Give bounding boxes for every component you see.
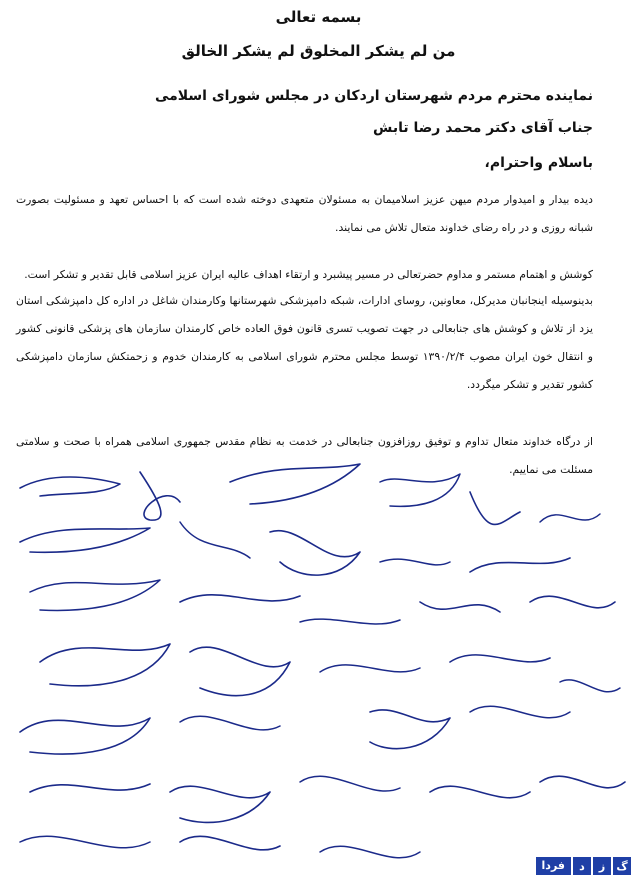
greeting: باسلام واحترام،	[484, 155, 593, 171]
recipient-title: نماینده محترم مردم شهرستان اردکان در مجلس شورای اسلامی	[154, 88, 593, 104]
signature-25	[470, 706, 570, 718]
signature-29	[430, 786, 530, 798]
body-paragraph-3: بدینوسیله اینجانبان مدیرکل، معاونین، روسای ادارات، شبکه دامپزشکی شهرستانها وکارمندان شاغل در اداره کل دامپزشکی استان یزد از تلاش و کوشش های جنابعالی در جهت تصویب تسری قانون فوق العاده خاص کارمندان سازمان های پزشکی قانونی کشور و انتقال خون ایران مصوب ۱۳۹۰/۲/۴ توسط مجلس محترم شورای اسلامی به کارمندان خدوم و زحمتکش سازمان دامپزشکی کشور تقدیر و تشکر میگردد.	[16, 294, 593, 391]
signature-1	[20, 477, 120, 496]
body-paragraph-1: دیده بیدار و امیدوار مردم میهن عزیز اسلامیمان به مسئولان متعهدی دوخته شده است که با احساس تعهد و مسئولیت بصورت شبانه روزی و در راه رضای خداوند متعال تلاش می نمایند.	[16, 193, 593, 234]
signature-15	[420, 602, 500, 612]
signature-33	[320, 846, 420, 858]
signature-2	[140, 472, 180, 520]
watermark-word: فردا	[536, 857, 571, 875]
signatures-area	[0, 462, 637, 880]
signature-20	[450, 655, 550, 662]
signature-27	[170, 786, 270, 822]
body-paragraph-4: از درگاه خداوند متعال تداوم و توفیق روزافزون جنابعالی در خدمت به نظام مقدس جمهوری اسلامی همراه با صحت و سلامتی مسئلت می نماییم.	[16, 435, 593, 476]
signature-13	[180, 595, 300, 602]
signature-30	[540, 776, 625, 788]
signature-12	[30, 580, 160, 610]
signature-17	[40, 644, 170, 686]
signature-8	[180, 522, 250, 558]
watermark-letter-3: د	[573, 857, 591, 875]
watermark-logo	[536, 856, 631, 876]
signature-21	[560, 680, 620, 692]
signature-32	[180, 836, 280, 850]
signature-10	[380, 559, 450, 565]
signature-4	[380, 474, 460, 506]
signature-9	[270, 531, 360, 575]
watermark-letter-2: ز	[593, 857, 611, 875]
hadith-heading: من لم یشکر المخلوق لم یشکر الخالق	[181, 42, 456, 60]
body-paragraph-2: کوشش و اهتمام مستمر و مداوم حضرتعالی در مسیر پیشبرد و ارتقاء اهداف عالیه ایران عزیز اسلامی قابل تقدیر و تشکر است.	[24, 268, 593, 281]
signature-26	[30, 784, 150, 792]
signature-5	[470, 492, 520, 525]
recipient-name: جناب آقای دکتر محمد رضا تابش	[373, 120, 593, 136]
signature-31	[20, 836, 150, 848]
basmala-heading: بسمه تعالی	[275, 8, 362, 26]
signature-16	[530, 596, 615, 608]
signature-6	[540, 514, 600, 522]
signature-18	[190, 647, 290, 695]
signature-22	[20, 718, 150, 754]
signature-3	[230, 464, 360, 504]
signature-24	[370, 710, 450, 749]
signature-7	[20, 528, 150, 552]
signature-14	[300, 619, 400, 624]
signature-23	[180, 716, 280, 730]
signature-11	[470, 558, 570, 572]
signature-28	[300, 776, 400, 791]
signature-19	[320, 665, 420, 672]
watermark-letter-1: گ	[613, 857, 631, 875]
